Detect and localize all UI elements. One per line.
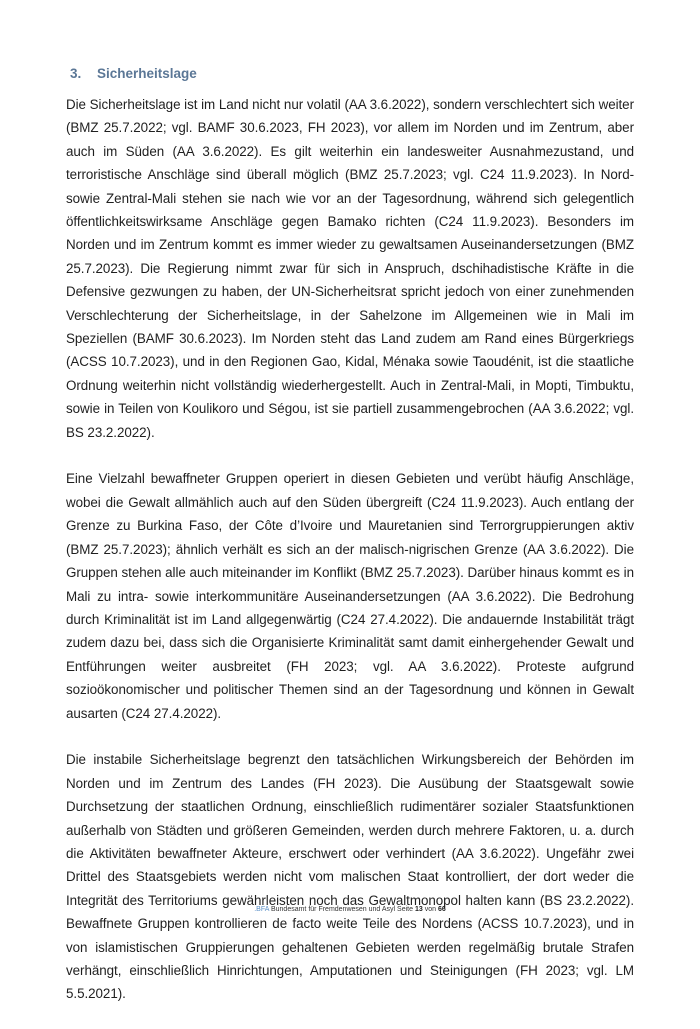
footer-brand-logo: .BFA — [254, 906, 270, 913]
document-page — [66, 64, 634, 1029]
footer-page-label: Seite — [397, 906, 414, 913]
paragraph-armed-groups: Eine Vielzahl bewaffneter Gruppen operiert in diesen Gebieten und verübt häufig Anschläge, wobei die Gewalt allmählich auch auf den Süden übergreift (C24 11.9.2023). Auch entlang der Grenze zu Burkina Faso, der Côte d’Ivoire und Mauretanien sind Terrorgruppierungen aktiv (BMZ 25.7.2023); ähnlich verhält es sich an der malisch-nigrischen Grenze (AA 3.6.2022). Die Gruppen stehen alle auch miteinander im Konflikt (BMZ 25.7.2023). Darüber hinaus kommt es in Mali zu intra- sowie interkommunitäre Auseinandersetzungen (AA 3.6.2022). Die Bedrohung durch Kriminalität ist im Land allgegenwärtig (C24 27.4.2022). Die andauernde Instabilität trägt zudem dazu bei, dass sich die Organisierte Kriminalität samt damit einhergehender Gewalt und Entführungen weiter ausbreitet (FH 2023; vgl. AA 3.6.2022). Proteste aufgrund sozioökonomischer und politischer Themen sind an der Tagesordnung und können in Gewalt ausarten (C24 27.4.2022). — [66, 471, 634, 721]
footer-page-of-label: von — [424, 906, 437, 913]
section-title: Sicherheitslage — [97, 66, 197, 81]
page-footer — [0, 905, 700, 915]
section-heading — [70, 64, 634, 84]
paragraph-state-control: Die instabile Sicherheitslage begrenzt den tatsächlichen Wirkungsbereich der Behörden im Norden und im Zentrum des Landes (FH 2023). Die Ausübung der Staatsgewalt sowie Durchsetzung der staatlichen Ordnung, einschließlich rudimentärer sozialer Staatsfunktionen außerhalb von Städten und größeren Gemeinden, werden durch mehrere Faktoren, u. a. durch die Aktivitäten bewaffneter Akteure, erschwert oder verhindert (AA 3.6.2022). Ungefähr zwei Drittel des Staatsgebiets werden nicht vom malischen Staat kontrolliert, der dort weder die Integrität des Territoriums gewährleisten noch das Gewaltmonopol halten kann (BS 23.2.2022). Bewaffnete Gruppen kontrollieren de facto weite Teile des Nordens (ACSS 10.7.2023), und in von islamistischen Gruppierungen gehaltenen Gebieten werden regelmäßig brutale Strafen verhängt, einschließlich Hinrichtungen, Amputationen und Steinigungen (FH 2023; vgl. LM 5.5.2021). — [66, 752, 634, 1002]
footer-page-current: 13 — [414, 906, 423, 913]
footer-agency-name: Bundesamt für Fremdenwesen und Asyl — [270, 906, 396, 913]
footer-page-total: 66 — [437, 906, 446, 913]
paragraph-security-overview: Die Sicherheitslage ist im Land nicht nur volatil (AA 3.6.2022), sondern verschlechtert sich weiter (BMZ 25.7.2022; vgl. BAMF 30.6.2023, FH 2023), vor allem im Norden und im Zentrum, aber auch im Süden (AA 3.6.2022). Es gilt weiterhin ein landesweiter Ausnahmezustand, und terroristische Anschläge sind überall möglich (BMZ 25.7.2023; vgl. C24 11.9.2023). In Nord- sowie Zentral-Mali stehen sie nach wie vor an der Tagesordnung, während sich gelegentlich öffentlichkeitswirksame Anschläge gegen Bamako richten (C24 11.9.2023). Besonders im Norden und im Zentrum kommt es immer wieder zu gewaltsamen Auseinandersetzungen (BMZ 25.7.2023). Die Regierung nimmt zwar für sich in Anspruch, dschihadistische Kräfte in die Defensive gezwungen zu haben, der UN-Sicherheitsrat spricht jedoch von einer zunehmenden Verschlechterung der Sicherheitslage, in der Sahelzone im Allgemeinen wie in Mali im Speziellen (BAMF 30.6.2023). Im Norden steht das Land zudem am Rand eines Bürgerkriegs (ACSS 10.7.2023), und in den Regionen Gao, Kidal, Ménaka sowie Taoudénit, ist die staatliche Ordnung weiterhin nicht vollständig wiederhergestellt. Auch in Zentral-Mali, in Mopti, Timbuktu, sowie in Teilen von Koulikoro und Ségou, ist sie partiell zusammengebrochen (AA 3.6.2022; vgl. BS 23.2.2022). — [66, 97, 634, 440]
section-number: 3. — [70, 66, 82, 81]
